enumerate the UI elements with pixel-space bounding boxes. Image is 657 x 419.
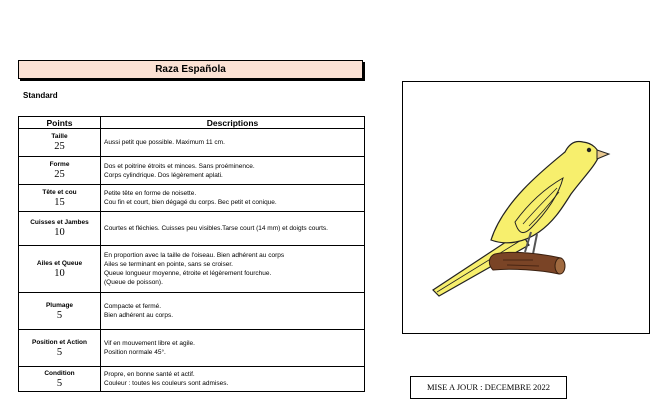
table-header-row [19,117,365,129]
column-header-points: Points [19,117,101,129]
page-title: Raza Española [18,60,363,79]
table-row [19,293,365,330]
description-line: Cou fin et court, bien dégagé du corps. Bec petit et conique. [104,199,277,206]
criterion-points: 5 [56,309,63,321]
points-cell [19,212,101,246]
update-date-box: MISE A JOUR : DECEMBRE 2022 [410,376,567,399]
table-row [19,246,365,293]
table-row [19,212,365,246]
bird-eye [587,148,591,152]
section-subtitle: Standard [23,91,58,100]
criterion-name: Taille [51,133,68,140]
criterion-points: 25 [54,169,65,180]
bird-beak [597,150,609,159]
criterion-points: 10 [54,227,65,238]
criterion-points: 5 [56,377,63,389]
description-cell [101,185,365,212]
table-row [19,129,365,157]
description-line: En proportion avec la taille de l'oiseau. Bien adhérent au corps [104,252,285,259]
table-row [19,185,365,212]
description-line: Ailes se terminant en pointe, sans se croiser. [104,261,233,268]
standard-table [18,116,365,392]
column-header-descriptions: Descriptions [101,117,365,129]
perch [489,252,561,274]
criterion-points: 15 [54,196,65,208]
description-line: Couleur : toutes les couleurs sont admises. [104,380,229,387]
points-cell [19,293,101,330]
table-row [19,330,365,367]
points-cell [19,330,101,367]
description-cell [101,157,365,185]
description-cell [101,330,365,367]
description-line: (Queue de poisson). [104,279,163,286]
points-cell [19,367,101,392]
criterion-points: 5 [56,346,63,358]
points-cell [19,185,101,212]
description-cell [101,246,365,293]
description-cell [101,129,365,157]
criterion-points: 25 [54,141,65,152]
description-line: Bien adhérent au corps. [104,312,174,319]
description-cell [101,212,365,246]
points-cell [19,157,101,185]
table-row [19,157,365,185]
criterion-name: Plumage [45,301,74,309]
description-line: Compacte et fermé. [104,303,162,310]
description-line: Courtes et fléchies. Cuisses peu visibles.Tarse court (14 mm) et doigts courts. [104,225,328,232]
criterion-name: Condition [44,369,75,377]
criterion-name: Cuisses et Jambes [30,219,89,226]
description-line: Petite tête en forme de noisette. [104,190,197,197]
description-line: Queue longueur moyenne, étroite et légèrement fourchue. [104,270,272,277]
canary-illustration-frame [402,81,650,334]
points-cell [19,129,101,157]
description-line: Corps cylindrique. Dos légèrement aplati. [104,171,223,179]
table-row [19,367,365,392]
description-cell [101,293,365,330]
criterion-name: Forme [49,161,70,168]
description-line: Position normale 45°. [104,349,166,356]
description-cell [101,367,365,392]
description-line: Propre, en bonne santé et actif. [104,371,195,378]
description-line: Vif en mouvement libre et agile. [104,340,195,347]
description-line: Dos et poitrine étroits et minces. Sans proéminence. [104,162,255,170]
criterion-name: Position et Action [31,338,87,346]
criterion-name: Ailes et Queue [36,259,83,267]
canary-illustration [403,82,649,333]
criterion-name: Tête et cou [42,188,77,196]
criterion-points: 10 [54,267,65,279]
points-cell [19,246,101,293]
description-line: Aussi petit que possible. Maximum 11 cm. [104,139,225,146]
